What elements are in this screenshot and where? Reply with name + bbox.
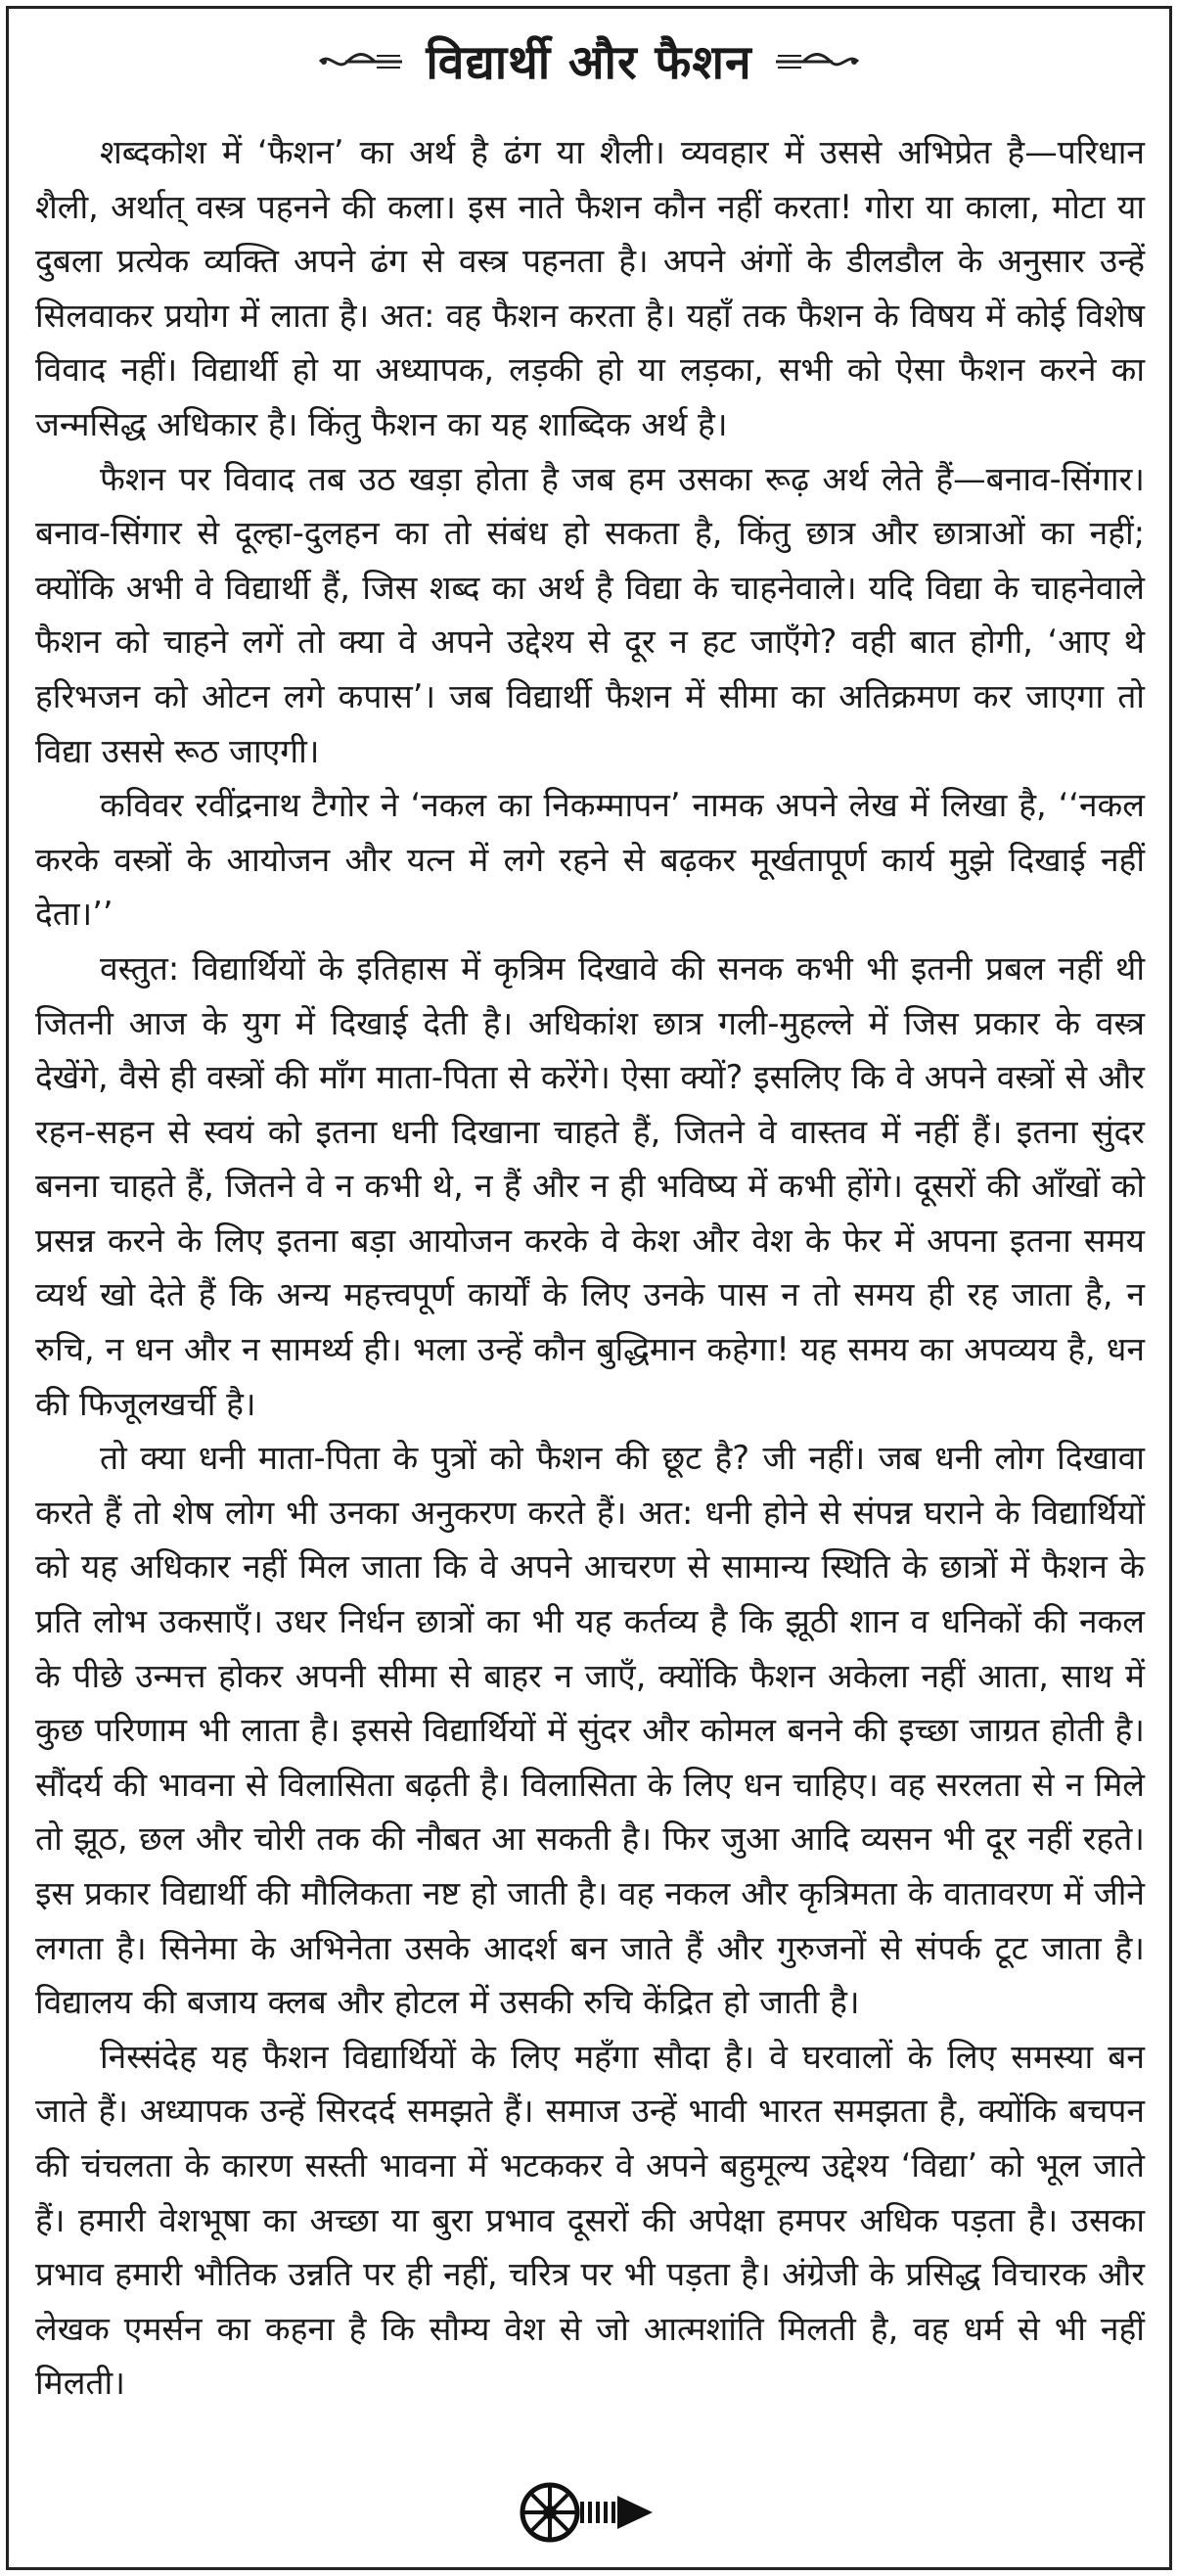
paragraph-2: फैशन पर विवाद तब उठ खड़ा होता है जब हम उसका रूढ़ अर्थ लेते हैं—बनाव-सिंगार। बनाव-सिंगार से दूल्हा-दुलहन का तो संबंध हो सकता है, किंतु छात्र और छात्राओं का नहीं; क्योंकि अभी वे विद्यार्थी हैं, जिस शब्द का अर्थ है विद्या के चाहनेवाले। यदि विद्या के चाहनेवाले फैशन को चाहने लगें तो क्या वे अपने उद्देश्य से दूर न हट जाएँगे? वही बात होगी, ‘आए थे हरिभजन को ओटन लगे कपास’। जब विद्यार्थी फैशन में सीमा का अतिक्रमण कर जाएगा तो विद्या उससे रूठ जाएगी। [35,459,1145,770]
article-body [35,125,1145,2411]
paragraph-1: शब्दकोश में ‘फैशन’ का अर्थ है ढंग या शैली। व्यवहार में उससे अभिप्रेत है—परिधान शैली, अर्थात् वस्त्र पहनने की कला। इस नाते फैशन कौन नहीं करता! गोरा या काला, मोटा या दुबला प्रत्येक व्यक्ति अपने ढंग से वस्त्र पहनता है। अपने अंगों के डीलडौल के अनुसार उन्हें सिलवाकर प्रयोग में लाता है। अत: वह फैशन करता है। यहाँ तक फैशन के विषय में कोई विशेष विवाद नहीं। विद्यार्थी हो या अध्यापक, लड़की हो या लड़का, सभी को ऐसा फैशन करने का जन्मसिद्ध अधिकार है। किंतु फैशन का यह शाब्दिक अर्थ है। [35,133,1145,443]
paragraph-6: निस्संदेह यह फैशन विद्यार्थियों के लिए महँगा सौदा है। वे घरवालों के लिए समस्या बन जाते हैं। अध्यापक उन्हें सिरदर्द समझते हैं। समाज उन्हें भावी भारत समझता है, क्योंकि बचपन की चंचलता के कारण सस्ती भावना में भटककर वे अपने बहुमूल्य उद्देश्य ‘विद्या’ को भूल जाते हैं। हमारी वेशभूषा का अच्छा या बुरा प्रभाव दूसरों की अपेक्षा हमपर अधिक पड़ता है। उसका प्रभाव हमारी भौतिक उन्नति पर ही नहीं, चरित्र पर भी पड़ता है। अंग्रेजी के प्रसिद्ध विचारक और लेखक एमर्सन का कहना है कि सौम्य वेश से जो आत्मशांति मिलती है, वह धर्म से भी नहीं मिलती। [35,2037,1145,2403]
wheel-arrow-icon [516,2478,662,2547]
decorative-flourish-icon [316,48,404,75]
page-title: विद्यार्थी और फैशन [426,35,752,90]
paragraph-4: वस्तुत: विद्यार्थियों के इतिहास में कृत्रिम दिखावे की सनक कभी भी इतनी प्रबल नहीं थी जितनी आज के युग में दिखाई देती है। अधिकांश छात्र गली-मुहल्ले में जिस प्रकार के वस्त्र देखेंगे, वैसे ही वस्त्रों की माँग माता-पिता से करेंगे। ऐसा क्यों? इसलिए कि वे अपने वस्त्रों से और रहन-सहन से स्वयं को इतना धनी दिखाना चाहते हैं, जितने वे वास्तव में नहीं हैं। इतना सुंदर बनना चाहते हैं, जितने वे न कभी थे, न हैं और न ही भविष्य में कभी होंगे। दूसरों की आँखों को प्रसन्न करने के लिए इतना बड़ा आयोजन करके वे केश और वेश के फेर में अपना इतना समय व्यर्थ खो देते हैं कि अन्य महत्त्वपूर्ण कार्यों के लिए उनके पास न तो समय ही रह जाता है, न रुचि, न धन और न सामर्थ्य ही। भला उन्हें कौन बुद्धिमान कहेगा! यह समय का अपव्यय है, धन की फिजूलखर्ची है। [35,948,1145,1423]
title-row [0,29,1178,93]
paragraph-3: कविवर रवींद्रनाथ टैगोर ने ‘नकल का निकम्मापन’ नामक अपने लेख में लिखा है, ‘‘नकल करके वस्त्रों के आयोजन और यत्न में लगे रहने से बढ़कर मूर्खतापूर्ण कार्य मुझे दिखाई नहीं देता।’’ [35,786,1145,934]
paragraph-5: तो क्या धनी माता-पिता के पुत्रों को फैशन की छूट है? जी नहीं। जब धनी लोग दिखावा करते हैं तो शेष लोग भी उनका अनुकरण करते हैं। अत: धनी होने से संपन्न घराने के विद्यार्थियों को यह अधिकार नहीं मिल जाता कि वे अपने आचरण से सामान्य स्थिति के छात्रों में फैशन के प्रति लोभ उकसाएँ। उधर निर्धन छात्रों का भी यह कर्तव्य है कि झूठी शान व धनिकों की नकल के पीछे उन्मत्त होकर अपनी सीमा से बाहर न जाएँ, क्योंकि फैशन अकेला नहीं आता, साथ में कुछ परिणाम भी लाता है। इससे विद्यार्थियों में सुंदर और कोमल बनने की इच्छा जाग्रत होती है। सौंदर्य की भावना से विलासिता बढ़ती है। विलासिता के लिए धन चाहिए। वह सरलता से न मिले तो झूठ, छल और चोरी तक की नौबत आ सकती है। फिर जुआ आदि व्यसन भी दूर नहीं रहते। इस प्रकार विद्यार्थी की मौलिकता नष्ट हो जाती है। वह नकल और कृत्रिमता के वातावरण में जीने लगता है। सिनेमा के अभिनेता उसके आदर्श बन जाते हैं और गुरुजनों से संपर्क टूट जाता है। विद्यालय की बजाय क्लब और होटल में उसकी रुचि केंद्रित हो जाती है। [35,1439,1145,2022]
decorative-flourish-icon [774,48,862,75]
footer-ornament [0,2478,1178,2547]
